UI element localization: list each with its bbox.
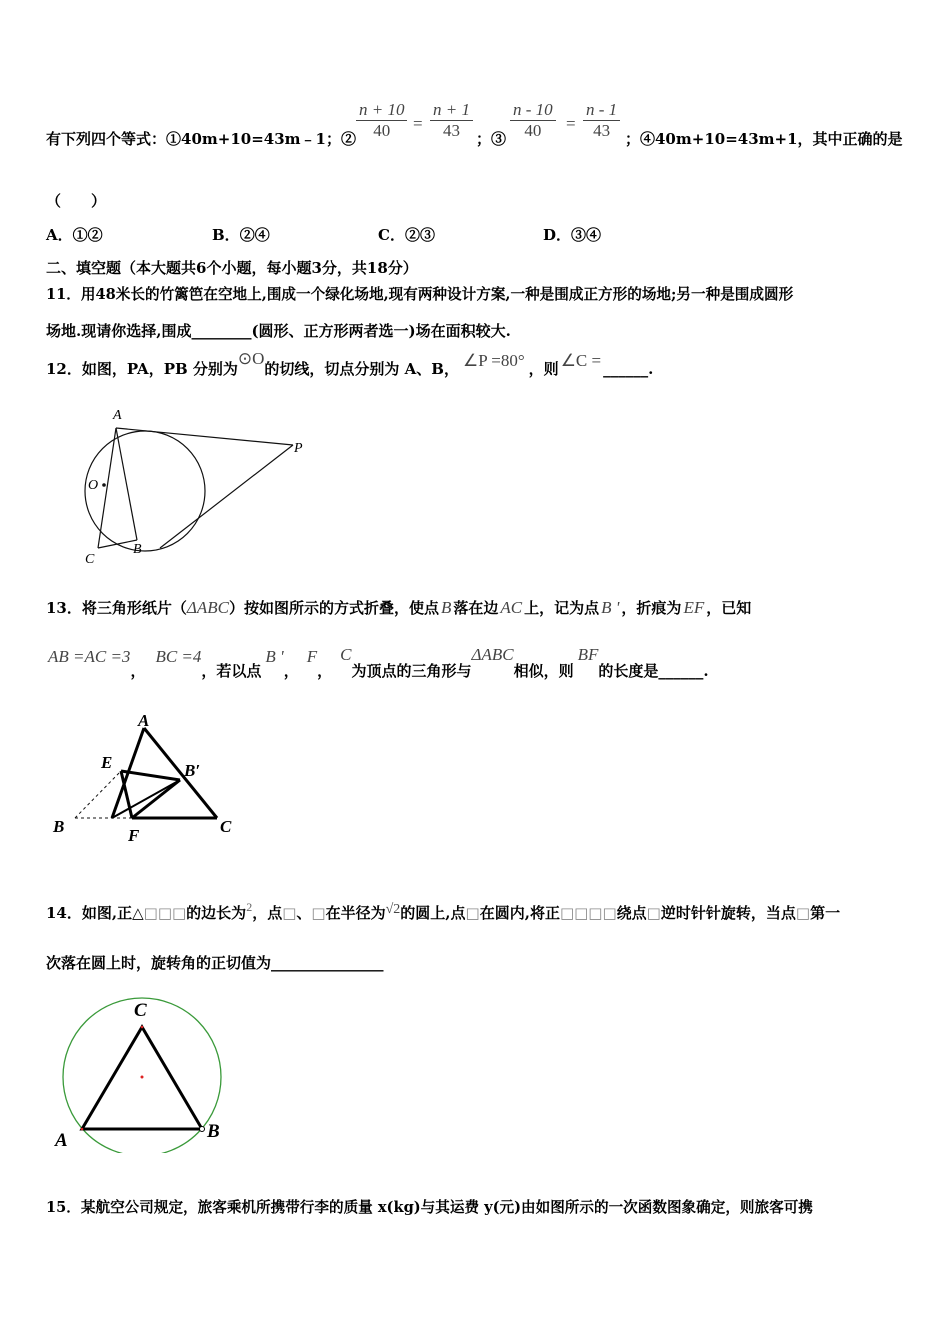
- q12-text: 12．如图，PA，PB 分别为⊙O的切线，切点分别为 A、B， ∠P =80° ，则 ∠C = ______.: [46, 349, 654, 378]
- equals-sign-1: =: [413, 114, 423, 133]
- label-c: C: [220, 817, 232, 836]
- segment-fb-prime: [132, 780, 180, 818]
- fraction-2-denominator: 43: [430, 120, 473, 141]
- q14-figure: [45, 993, 245, 1153]
- tangent-pa: [116, 428, 293, 445]
- q13-figure: [45, 710, 255, 850]
- q10-tail: ；④40m+10=43m+1，其中正确的是: [625, 130, 903, 148]
- label-p: P: [294, 441, 303, 456]
- q12-figure: [40, 405, 320, 570]
- q12-circle: [85, 431, 205, 551]
- angle-c-expression: ∠C =: [560, 351, 602, 370]
- q10-lead: 有下列四个等式：①40m+10=43m﹣1；②: [46, 130, 356, 148]
- circle-o-symbol: ⊙O: [237, 349, 265, 368]
- chord-ac: [98, 428, 116, 548]
- choice-b: B．②④: [212, 226, 270, 244]
- segment-eb-prime: [121, 771, 180, 780]
- fraction-1: [356, 100, 407, 141]
- choice-c: C．②③: [378, 226, 435, 244]
- chord-cb: [98, 540, 137, 548]
- q10-answer-paren: （ ）: [46, 192, 107, 210]
- q10-separator: ；③: [476, 130, 507, 148]
- q11-line1: 11．用48米长的竹篱笆在空地上,围成一个绿化场地,现有两种设计方案,一种是围成正方形的场地;另一种是围成圆形: [46, 286, 794, 303]
- label-b: B: [53, 817, 65, 836]
- triangle-abc: ΔABC: [186, 598, 229, 617]
- q13-line2: AB =AC =3，BC =4，若以点B '，F，C为顶点的三角形与ΔABC相似，则BF的长度是______.: [48, 645, 709, 680]
- condition-bc: BC =4: [155, 647, 202, 666]
- fraction-1-denominator: 40: [356, 120, 407, 141]
- label-b-prime: B′: [184, 761, 201, 780]
- center-dot: [141, 1076, 144, 1079]
- q11-line2: 场地.现请你选择,围成________(圆形、正方形两者选一)场在面积较大.: [46, 322, 511, 340]
- label-a: A: [138, 711, 150, 730]
- fraction-4-numerator: n - 1: [586, 100, 618, 119]
- section-heading: 二、填空题（本大题共6个小题，每小题3分，共18分）: [46, 259, 418, 277]
- q13-line1: 13．将三角形纸片（ΔABC）按如图所示的方式折叠，使点 B 落在边 AC 上，记为点 B ' ，折痕为 EF ，已知: [46, 598, 752, 617]
- fraction-3-denominator: 40: [510, 120, 556, 141]
- label-b: B: [207, 1121, 220, 1142]
- fraction-4: [583, 100, 620, 141]
- q14-line1: 14．如图,正△□□□的边长为$^2$，点□、□在半径为√2的圆上,点□在圆内,将正□□□□绕点□逆时针针旋转，当点□第一: [46, 900, 841, 922]
- vertex-a-dot: [81, 1128, 84, 1131]
- choice-d: D．③④: [543, 226, 602, 244]
- vertex-c-dot: [141, 1026, 144, 1029]
- fraction-2-numerator: n + 1: [433, 100, 470, 119]
- label-e: E: [101, 753, 113, 772]
- label-f: F: [128, 826, 140, 845]
- equals-sign-2: =: [566, 114, 576, 133]
- vertex-b-dot: [200, 1127, 205, 1132]
- label-c: C: [134, 1000, 147, 1021]
- angle-p-expression: ∠P =80°: [462, 351, 525, 370]
- label-a: A: [55, 1130, 68, 1151]
- sqrt-two: √2: [385, 902, 401, 917]
- center-dot: [102, 483, 106, 487]
- q14-line2: 次落在圆上时，旋转角的正切值为_______________: [46, 954, 384, 972]
- fraction-3-numerator: n - 10: [513, 100, 553, 119]
- label-b: B: [133, 542, 142, 557]
- side-ac: [144, 728, 217, 818]
- condition-ab-ac: AB =AC =3: [48, 647, 131, 666]
- label-a: A: [113, 408, 122, 423]
- label-c: C: [85, 552, 95, 567]
- q15-line1: 15．某航空公司规定，旅客乘机所携带行李的质量 x(kg)与其运费 y(元)由如图所示的一次函数图象确定，则旅客可携: [46, 1199, 813, 1216]
- placeholder-glyphs: □□□: [143, 904, 187, 922]
- fraction-4-denominator: 43: [583, 120, 620, 141]
- tangent-pb: [160, 445, 293, 548]
- chord-ab: [116, 428, 137, 540]
- fraction-2: [430, 100, 473, 141]
- fraction-3: [510, 100, 556, 141]
- label-o: O: [88, 478, 99, 493]
- fraction-1-numerator: n + 10: [359, 100, 405, 119]
- choice-a: A．①②: [46, 226, 103, 244]
